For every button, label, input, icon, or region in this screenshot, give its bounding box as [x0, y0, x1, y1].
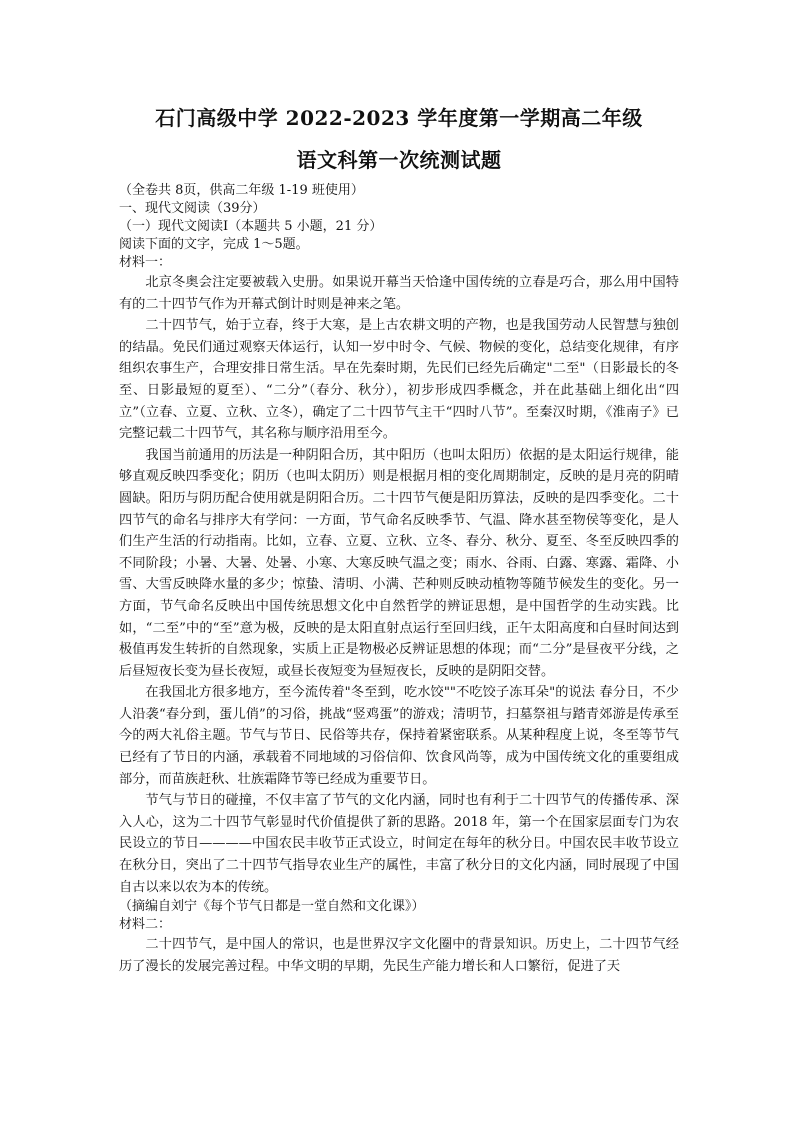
exam-title-line1: 石门高级中学 2022-2023 学年度第一学期高二年级 — [155, 106, 643, 130]
subsection-heading: （一）现代文阅读Ⅰ（本题共 5 小题，21 分） — [119, 219, 383, 234]
material1-source: （摘编自刘宁《每个节气日都是一堂自然和文化课》） — [119, 899, 425, 915]
exam-page — [119, 100, 679, 977]
exam-title-line2: 语文科第一次统测试题 — [296, 148, 502, 172]
material1-label: 材料一： — [119, 255, 172, 270]
material1-paragraph: 节气与节日的碰撞，不仅丰富了节气的文化内涵，同时也有利于二十四节气的传播传承、深入人心，这为二十四节气彰显时代价值提供了新的思路。2018 年，第一个在国家层面专门为农民设立的节日————中国农民丰收节正式设立，时间定在每年的秋分日。中国农民丰收节设立在秋分日，突出了二十四节气指导农业生产的属性，丰富了秋分日的文化内涵，同时展现了中国自古以来以农为本的传统。 — [119, 793, 679, 895]
material1-paragraph: 二十四节气，始于立春，终于大寒，是上古农耕文明的产物，也是我国劳动人民智慧与独创的结晶。免民们通过观察天体运行，认知一岁中时令、气候、物候的变化，总结变化规律，有序组织农事生产，合理安排日常生活。早在先秦时期，先民们已经先后确定"二至"（日影最长的冬至、日影最短的夏至）、“二分”（春分、秋分），初步形成四季概念，并在此基础上细化出“四立”（立春、立夏、立秋、立冬），确定了二十四节气主干“四时八节”。至秦汉时期，《淮南子》已完整记载二十四节气，其名称与顺序沿用至今。 — [119, 318, 679, 442]
material1-paragraph: 我国当前通用的历法是一种阴阳合历，其中阳历（也叫太阳历）依据的是太阳运行规律，能够直观反映四季变化；阴历（也叫太阴历）则是根据月相的变化周期制定，反映的是月亮的阴晴圆缺。阳历与阴历配合使用就是阴阳合历。二十四节气便是阳历算法，反映的是四季变化。二十四节气的命名与排序大有学问：一方面，节气命名反映季节、气温、降水甚至物侯等变化，是人们生产生活的行动指南。比如，立春、立夏、立秋、立冬、春分、秋分、夏至、冬至反映四季的不同阶段；小暑、大暑、处暑、小寒、大寒反映气温之变；雨水、谷雨、白露、寒露、霜降、小雪、大雪反映降水量的多少；惊蛰、清明、小满、芒种则反映动植物等随节候发生的变化。另一方面，节气命名反映出中国传统思想文化中自然哲学的辨证思想，是中国哲学的生动实践。比如，“二至”中的“至”意为极，反映的是太阳直射点运行至回归线，正午太阳高度和白昼时间达到极值再发生转折的自然现象，实质上正是物极必反辨证思想的体现；而“二分”是昼夜平分线，之后昼短夜长变为昼长夜短，或昼长夜短变为昼短夜长，反映的是阴阳交替。 — [119, 447, 679, 679]
reading-instruction: 阅读下面的文字，完成 1～5题。 — [119, 237, 309, 252]
material1-paragraph: 在我国北方很多地方，至今流传着"冬至到，吃水饺""不吃饺子冻耳朵"的说法 春分日，不少人沿袭“春分到，蛋儿俏”的习俗，挑战“竖鸡蛋”的游戏；清明节，扫墓祭祖与踏青郊游是传承至今的两大礼俗主题。节气与节日、民俗等共存，保持着紧密联系。从某种程度上说，冬至等节气已经有了节日的内涵，承载着不同地域的习俗信仰、饮食风尚等，成为中国传统文化的重要组成部分，而苗族赶秋、壮族霜降节等已经成为重要节日。 — [119, 685, 679, 787]
material2-paragraph: 二十四节气，是中国人的常识，也是世界汉字文化圈中的背景知识。历史上，二十四节气经历了漫长的发展完善过程。中华文明的早期，先民生产能力增长和人口繁衍，促进了天 — [119, 937, 679, 974]
material1-paragraph: 北京冬奥会注定要被载入史册。如果说开幕当天恰逢中国传统的立春是巧合，那么用中国特有的二十四节气作为开幕式倒计时则是神来之笔。 — [119, 275, 679, 312]
section-heading: 一、现代文阅读（39分） — [119, 201, 266, 216]
material2-label: 材料二： — [119, 917, 172, 933]
exam-note: （全卷共 8页，供高二年级 1-19 班使用） — [119, 183, 364, 198]
